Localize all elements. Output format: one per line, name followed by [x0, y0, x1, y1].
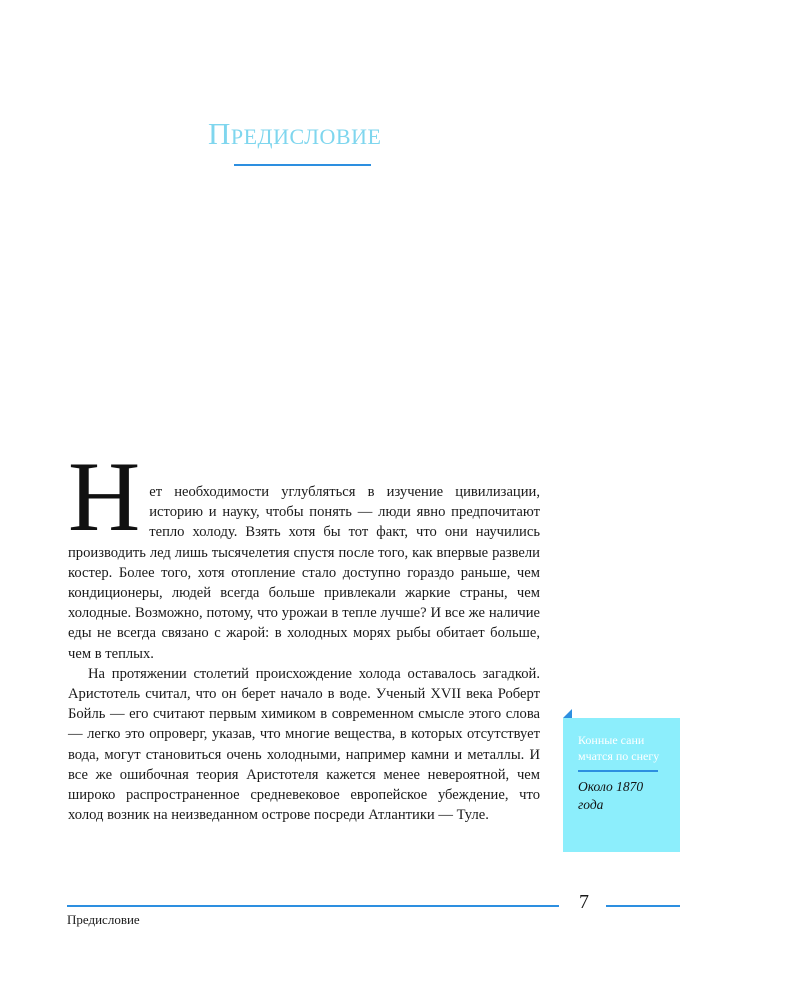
drop-cap: Н	[68, 441, 141, 552]
paragraph-1-text: ет необходимости углубляться в изучение цивилизации, историю и науку, чтобы понять — люди явно предпочитают тепло холоду. Взять хотя бы тот факт, что они научились производить лед лишь тысячелетия спустя после того, как впервые развели костер. Более того, хотя отопление стало доступно гораздо раньше, чем кондиционеры, людей всегда больше привлекали жаркие страны, чем холодные. Возможно, потому, что урожаи в тепле лучше? И все же наличие еды не всегда связано с жарой: в холодных морях рыбы обитает больше, чем в теплых.	[68, 484, 540, 662]
paragraph-2: На протяжении столетий происхождение холода оставалось загадкой. Аристотель считал, что он берет начало в воде. Ученый XVII века Роберт Бойль — его считают первым химиком в современном смысле этого слова — легко это опроверг, указав, что многие вещества, в которых отсутствует вода, могут становиться очень холодными, например камни и металлы. И все же ошибочная теория Аристотеля кажется менее невероятной, чем широко распространенное средневековое европейское убеждение, что холод возник на неизведанном острове посреди Атлантики — Туле.	[68, 665, 540, 824]
image-caption-box	[563, 718, 680, 852]
page-number: 7	[579, 891, 589, 913]
body-text	[68, 441, 540, 825]
title-underline	[234, 164, 371, 166]
paragraph-1	[68, 441, 540, 664]
caption-date: Около 1870 года	[578, 779, 644, 812]
caption-divider	[578, 770, 658, 772]
image-caption: Конные сани мчатся по снегу	[578, 733, 660, 763]
chapter-title: Предисловие	[208, 116, 382, 151]
running-footer: Предисловие	[67, 912, 140, 927]
footer-rule-right	[606, 905, 680, 907]
footer-rule-left	[67, 905, 559, 907]
